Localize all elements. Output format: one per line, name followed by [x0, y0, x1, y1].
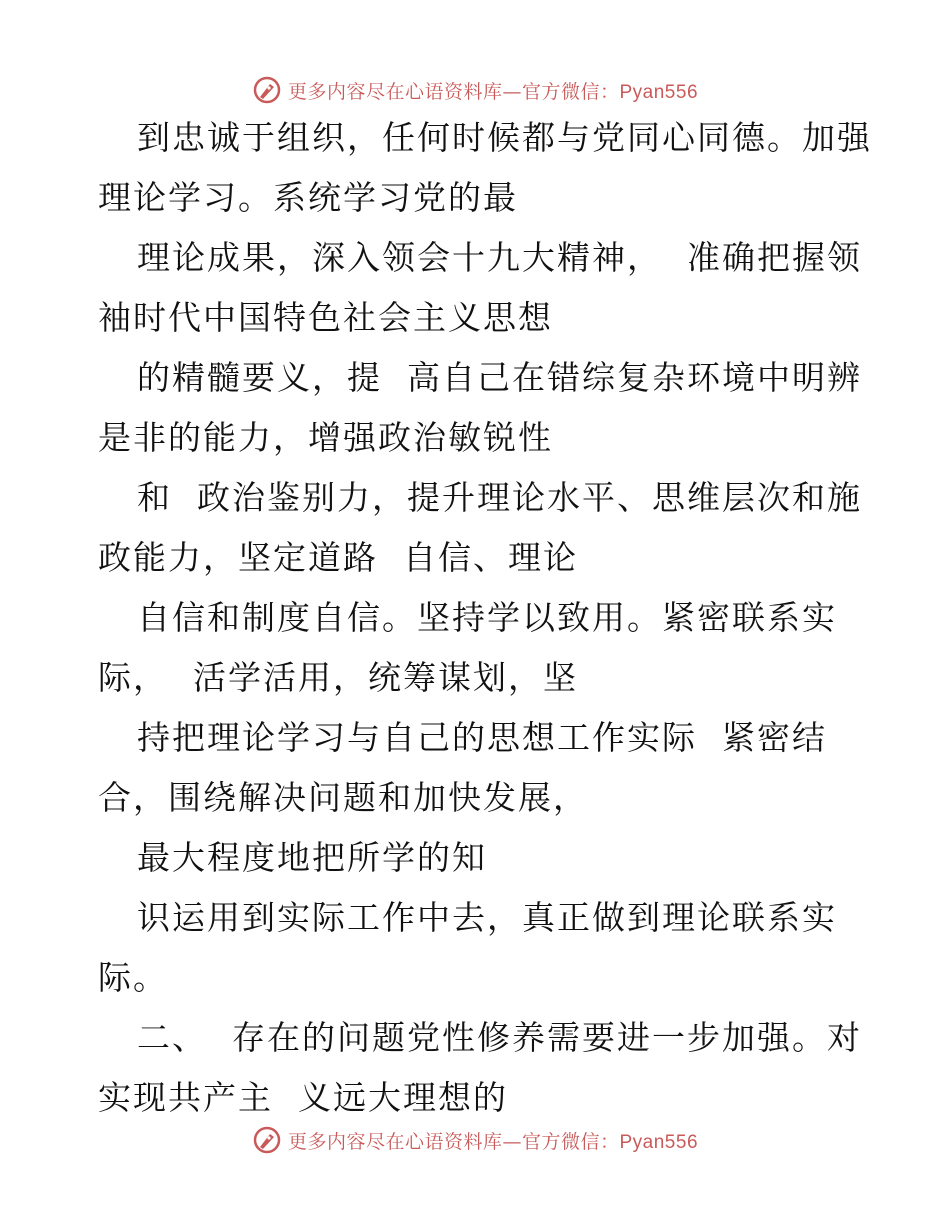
pen-nib-logo-icon	[252, 75, 282, 105]
text-line: 和 政治鉴别力，提升理论水平、思维层次和施	[137, 478, 862, 517]
text-line: 合，围绕解决问题和加快发展，	[98, 778, 588, 817]
text-line: 实现共产主 义远大理想的	[98, 1078, 508, 1117]
text-line: 政能力，坚定道路 自信、理论	[98, 538, 578, 577]
wechat-id: Pyan556	[619, 81, 699, 103]
text-line: 理论学习。系统学习党的最	[98, 178, 518, 217]
text-line: 自信和制度自信。坚持学以致用。紧密联系实	[137, 598, 837, 637]
text-line: 是非的能力，增强政治敏锐性	[98, 418, 553, 457]
text-line: 理论成果，深入领会十九大精神， 准确把握领	[137, 238, 862, 277]
text-line: 识运用到实际工作中去，真正做到理论联系实	[137, 898, 837, 937]
header-watermark	[0, 70, 950, 110]
watermark-text: 更多内容尽在心语资料库—官方微信：Pyan556	[287, 1130, 699, 1153]
text-line: 二、 存在的问题党性修养需要进一步加强。对	[137, 1018, 862, 1057]
text-line: 袖时代中国特色社会主义思想	[98, 298, 553, 337]
text-line: 最大程度地把所学的知	[137, 838, 487, 877]
footer-watermark	[0, 1120, 950, 1160]
text-line: 到忠诚于组织，任何时候都与党同心同德。加强	[137, 118, 872, 157]
wechat-id: Pyan556	[619, 1131, 699, 1153]
watermark-text: 更多内容尽在心语资料库—官方微信：Pyan556	[287, 80, 699, 103]
text-line: 际。	[98, 958, 168, 997]
text-line: 的精髓要义，提 高自己在错综复杂环境中明辨	[137, 358, 862, 397]
text-line: 际， 活学活用，统筹谋划，坚	[98, 658, 578, 697]
pen-nib-logo-icon	[252, 1125, 282, 1155]
text-line: 持把理论学习与自己的思想工作实际 紧密结	[137, 718, 827, 757]
